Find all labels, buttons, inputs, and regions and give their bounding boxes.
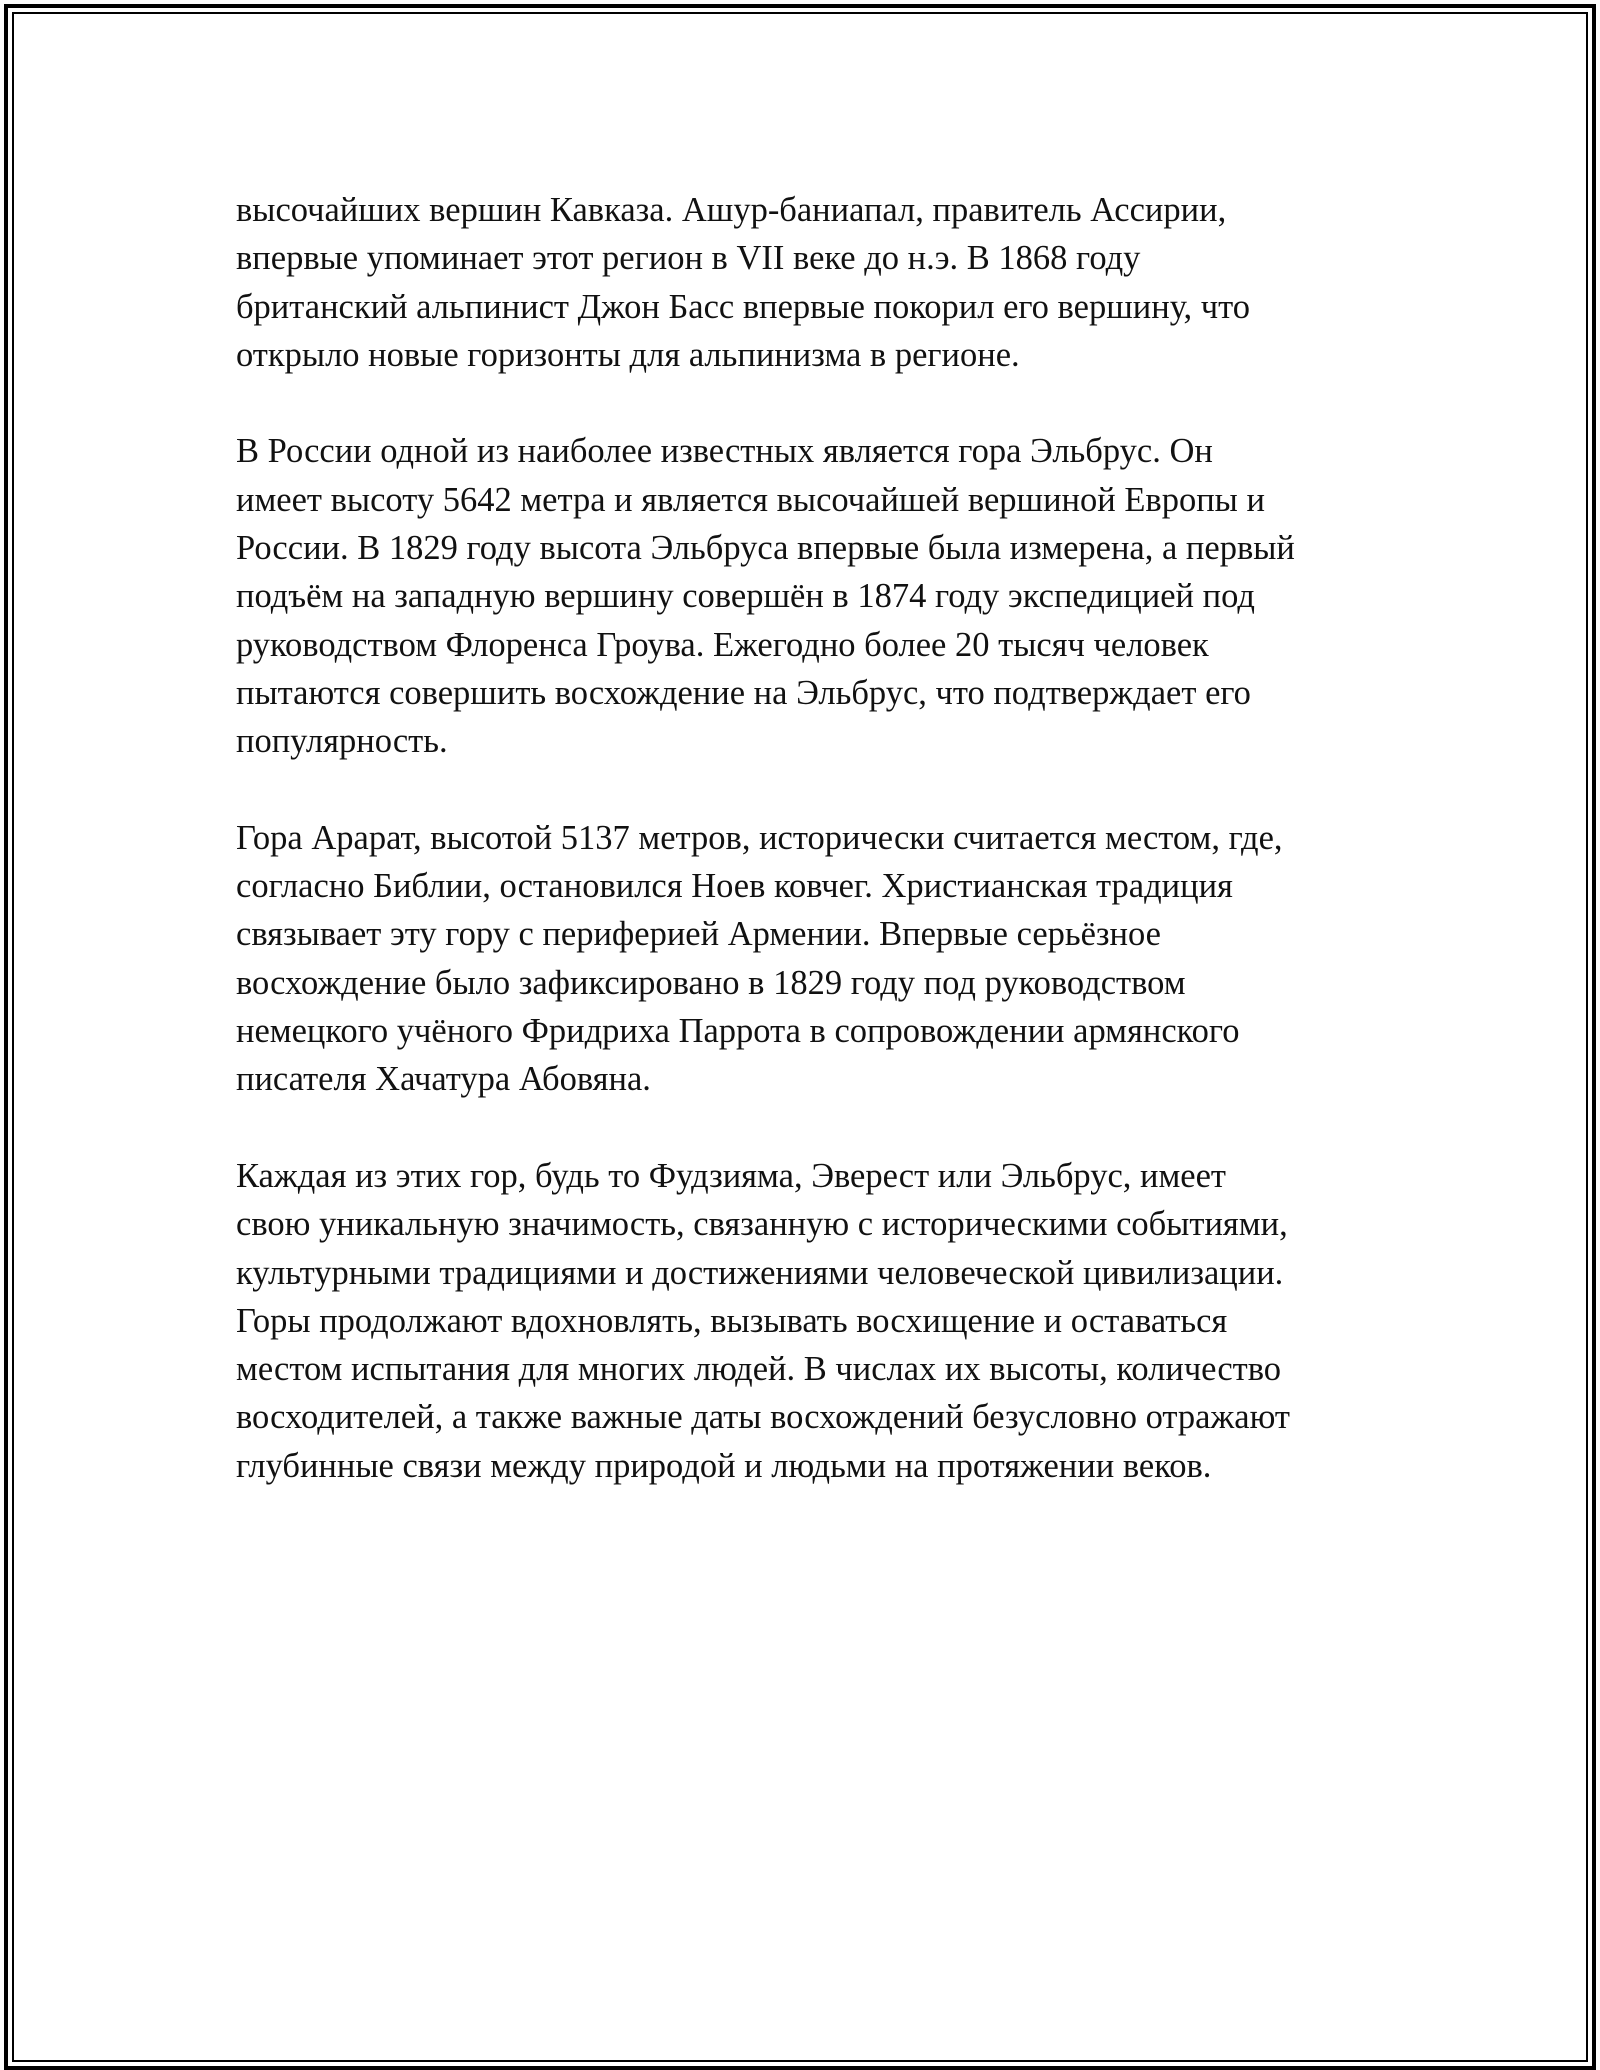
paragraph-ararat xyxy=(236,814,1386,1104)
text-line: открыло новые горизонты для альпинизма в регионе. xyxy=(236,335,1020,374)
text-line: впервые упоминает этот регион в VII веке до н.э. В 1868 году xyxy=(236,239,1141,278)
text-line: связывает эту гору с периферией Армении. Впервые серьёзное xyxy=(236,915,1161,954)
text-line: России. В 1829 году высота Эльбруса впервые была измерена, а первый xyxy=(236,529,1295,568)
text-line: свою уникальную значимость, связанную с историческими событиями, xyxy=(236,1205,1288,1244)
text-line: руководством Флоренса Гроува. Ежегодно более 20 тысяч человек xyxy=(236,625,1209,664)
text-line: высочайших вершин Кавказа. Ашур-баниапал, правитель Ассирии, xyxy=(236,191,1227,229)
text-line: глубинные связи между природой и людьми на протяжении веков. xyxy=(236,1446,1212,1485)
paragraph-elbrus xyxy=(236,427,1386,765)
text-line: писателя Хачатура Абовяна. xyxy=(236,1060,651,1099)
paragraph-caucasus xyxy=(236,186,1386,379)
text-line: Горы продолжают вдохновлять, вызывать восхищение и оставаться xyxy=(236,1301,1228,1340)
text-line: восхождение было зафиксировано в 1829 году под руководством xyxy=(236,963,1186,1002)
text-line: Каждая из этих гор, будь то Фудзияма, Эверест или Эльбрус, имеет xyxy=(236,1156,1227,1195)
paragraph-conclusion xyxy=(236,1152,1386,1490)
text-line: восходителей, а также важные даты восхождений безусловно отражают xyxy=(236,1398,1290,1437)
text-line: местом испытания для многих людей. В числах их высоты, количество xyxy=(236,1350,1282,1389)
text-line: Гора Арарат, высотой 5137 метров, исторически считается местом, где, xyxy=(236,818,1283,857)
text-line: британский альпинист Джон Басс впервые покорил его вершину, что xyxy=(236,287,1250,326)
text-line: согласно Библии, остановился Ноев ковчег. Христианская традиция xyxy=(236,867,1233,906)
text-line: немецкого учёного Фридриха Паррота в сопровождении армянского xyxy=(236,1012,1240,1051)
text-line: культурными традициями и достижениями человеческой цивилизации. xyxy=(236,1253,1284,1292)
text-line: популярность. xyxy=(236,722,448,761)
text-line: имеет высоту 5642 метра и является высочайшей вершиной Европы и xyxy=(236,480,1265,519)
text-line: пытаются совершить восхождение на Эльбрус, что подтверждает его xyxy=(236,673,1251,712)
text-line: В России одной из наиболее известных является гора Эльбрус. Он xyxy=(236,432,1213,471)
text-line: подъём на западную вершину совершён в 1874 году экспедицией под xyxy=(236,577,1255,616)
document-body xyxy=(236,186,1386,1538)
